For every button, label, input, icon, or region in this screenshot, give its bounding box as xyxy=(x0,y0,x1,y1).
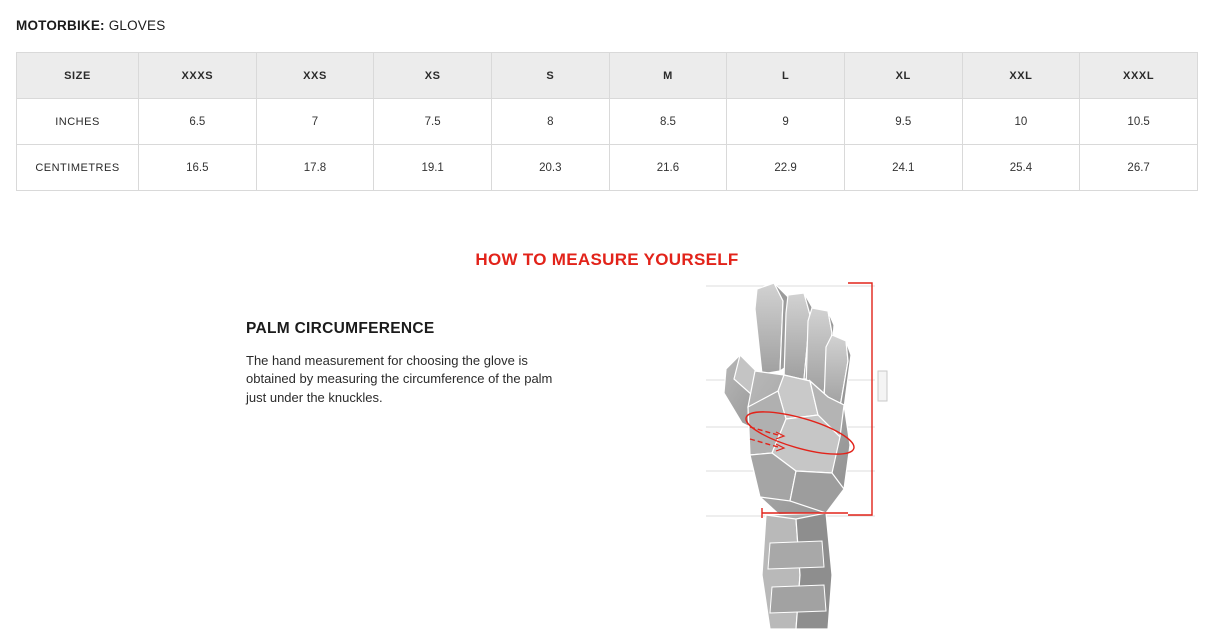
table-cell: 26.7 xyxy=(1080,145,1198,191)
table-cell: 20.3 xyxy=(491,145,609,191)
table-cell: 6.5 xyxy=(139,99,257,145)
table-cell: 24.1 xyxy=(844,145,962,191)
table-cell: 19.1 xyxy=(374,145,492,191)
table-cell: 22.9 xyxy=(727,145,845,191)
size-chart-header-row xyxy=(17,53,1198,99)
table-row xyxy=(17,99,1198,145)
palm-circumference-description: The hand measurement for choosing the glove is obtained by measuring the circumference of the palm just under the knuckles. xyxy=(246,353,553,405)
size-chart-table-container xyxy=(16,52,1198,191)
hand-palm-measure-illustration xyxy=(700,275,960,629)
table-row-label: CENTIMETRES xyxy=(17,145,139,191)
table-header-cell: XS xyxy=(374,53,492,99)
table-cell: 9 xyxy=(727,99,845,145)
table-cell: 8.5 xyxy=(609,99,727,145)
table-header-cell: SIZE xyxy=(17,53,139,99)
table-row xyxy=(17,145,1198,191)
page-title-category: MOTORBIKE: xyxy=(16,18,105,33)
hand-illustration-svg xyxy=(700,275,960,629)
table-header-cell: L xyxy=(727,53,845,99)
table-cell: 21.6 xyxy=(609,145,727,191)
table-header-cell: XXXL xyxy=(1080,53,1198,99)
palm-circumference-heading: PALM CIRCUMFERENCE xyxy=(246,320,435,337)
table-header-cell: S xyxy=(491,53,609,99)
how-to-measure-title: HOW TO MEASURE YOURSELF xyxy=(475,250,739,269)
table-header-cell: M xyxy=(609,53,727,99)
table-row xyxy=(17,53,1198,99)
table-cell: 7 xyxy=(256,99,374,145)
palm-circumference-block xyxy=(246,320,576,407)
page-title xyxy=(16,18,165,33)
table-header-cell: XL xyxy=(844,53,962,99)
measurement-label-box xyxy=(878,371,887,401)
size-chart-table xyxy=(16,52,1198,191)
table-header-cell: XXXS xyxy=(139,53,257,99)
table-cell: 25.4 xyxy=(962,145,1080,191)
table-cell: 10 xyxy=(962,99,1080,145)
table-header-cell: XXL xyxy=(962,53,1080,99)
table-cell: 10.5 xyxy=(1080,99,1198,145)
size-chart-body xyxy=(17,99,1198,191)
table-cell: 16.5 xyxy=(139,145,257,191)
table-header-cell: XXS xyxy=(256,53,374,99)
table-cell: 9.5 xyxy=(844,99,962,145)
page-title-product: GLOVES xyxy=(104,18,166,33)
table-cell: 8 xyxy=(491,99,609,145)
hand-shape xyxy=(724,283,851,629)
table-cell: 17.8 xyxy=(256,145,374,191)
table-row-label: INCHES xyxy=(17,99,139,145)
table-cell: 7.5 xyxy=(374,99,492,145)
